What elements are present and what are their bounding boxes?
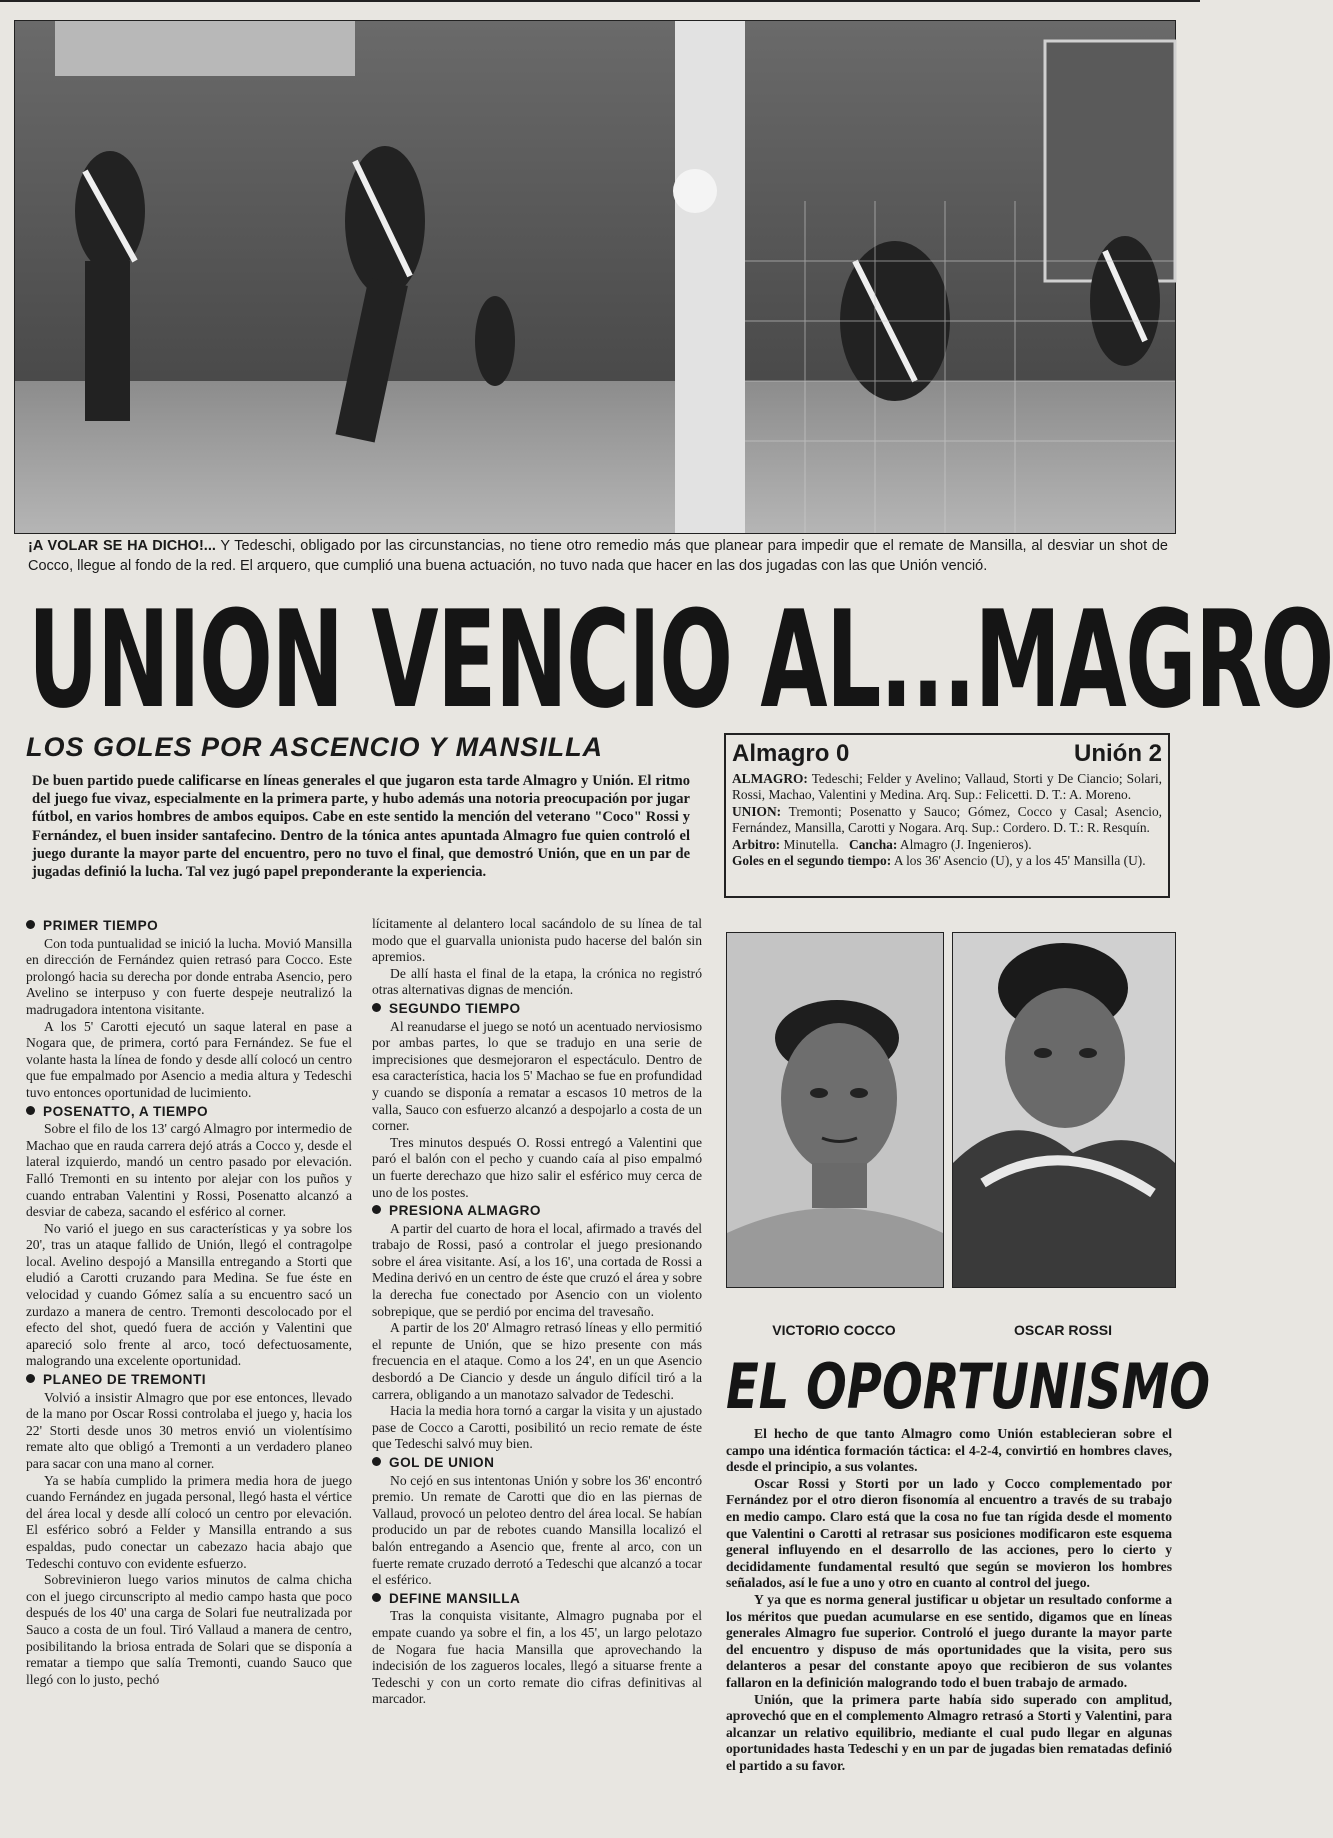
paragraph: Sobre el filo de los 13' cargó Almagro por intermedio de Machao que en rauda carrera dejó atrás a Cocco y, desde el lateral izquierdo, mandó un centro pasado por elevación. Falló Tremonti en su intento por alejar con los puños y cuando entraban Valentini y Rossi, Posenatto alcanzó a desviar de cabeza, sacando el esférico al corner.	[26, 1121, 352, 1220]
portrait-cocco-image	[727, 933, 943, 1287]
section-presiona-almagro: PRESIONA ALMAGRO	[372, 1203, 702, 1220]
section-gol-de-union: GOL DE UNION	[372, 1455, 702, 1472]
oportunismo-body	[726, 1426, 1172, 1774]
column-2	[372, 916, 702, 1708]
caption-lead: ¡A VOLAR SE HA DICHO!...	[28, 538, 216, 554]
oportunismo-title: EL OPORTUNISMO	[726, 1350, 1211, 1423]
paragraph: Unión, que la primera parte había sido superado con amplitud, aprovechó que en el complemento Almagro retrasó a Storti y Valentini, para alcanzar un relativo equilibrio, mediante el cual pudo llegar en algunas oportunidades hasta Tedeschi y en un par de jugadas bien rematadas definió el partido a su favor.	[726, 1691, 1172, 1773]
subheadline: LOS GOLES POR ASCENCIO Y MANSILLA	[26, 732, 604, 762]
paragraph: El hecho de que tanto Almagro como Unión establecieran sobre el campo una idéntica formación táctica: el 4-2-4, convirtió en hombres claves, desde el principio, a sus volantes.	[726, 1426, 1172, 1475]
team-union-score: Unión 2	[1074, 740, 1162, 767]
paragraph: De allí hasta el final de la etapa, la crónica no registró otras alternativas dignas de mención.	[372, 965, 702, 998]
photo-caption	[28, 536, 1168, 576]
paragraph: lícitamente al delantero local sacándolo de su línea de tal modo que el guarvalla unionista pudo hacerse del balón sin apremios.	[372, 916, 702, 965]
paragraph: Y ya que es norma general justificar u objetar un resultado conforme a los méritos que puedan acumularse en ese sentido, digamos que en líneas generales Almagro fue superior. Controló el juego durante la mayor parte del encuentro y dispuso de más oportunidades que la visita, pero sus delanteros a pesar del constante apoyo que recibieron de sus volantes fallaron en la definición malogrando todo el buen trabajo de armado.	[726, 1591, 1172, 1690]
section-primer-tiempo: PRIMER TIEMPO	[26, 918, 352, 935]
paragraph: A partir del cuarto de hora el local, afirmado a través del trabajo de Rossi, pasó a controlar el juego presionando sobre el área visitante. Así, a los 16', una cortada de Rossi a Medina derivó en un centro de éste que cruzó el área y sobre la derecha fue conectado por Asencio con un violento sobrepique, que se perdió por encima del travesaño.	[372, 1220, 702, 1319]
paragraph: A partir de los 20' Almagro retrasó líneas y ello permitió el repunte de Unión, que se hizo presente con más frecuencia en el ataque. Como a los 24', en un que Asencio desbordó a De Ciancio y desde un ángulo difícil tiró a la carrera, obligando a un manotazo salvador de Tedeschi.	[372, 1320, 702, 1402]
team-almagro-score: Almagro 0	[732, 740, 850, 767]
union-lineup: UNION: Tremonti; Posenatto y Sauco; Gómez, Cocco y Casal; Asencio, Fernández, Mansilla, Carotti y Nogara. Arq. Sup.: Cordero. D. T.: R. Resquín.	[732, 803, 1162, 836]
portrait-rossi-image	[953, 933, 1175, 1287]
column-1	[26, 916, 352, 1688]
paragraph: Sobrevinieron luego varios minutos de calma chicha con el juego circunscripto al medio campo hasta que poco después de los 40' una carga de Solari fue neutralizada por Sauco a costa de un foul. Tiró Vallaud a manera de centro, posibilitando la briosa entrada de Solari que se disponía a rematar a tiempo que salía Tremonti, cuando Sauco que llegó con lo justo, pechó	[26, 1572, 352, 1687]
intro-paragraph: De buen partido puede calificarse en líneas generales el que jugaron esta tarde Almagro y Unión. El ritmo del juego fue vivaz, especialmente en la primera parte, y hubo además una notoria preocupación por jugar fútbol, en varios hombres de ambos equipos. Cabe en este sentido la mención del veterano "Coco" Rossi y Fernández, el buen insider santafecino. Dentro de la tónica antes apuntada Almagro fue quien controló el juego durante la mayor parte del encuentro, pero no tuvo el final, que demostró Unión, que en un par de jugadas definió la lucha. Tal vez jugó papel preponderante la experiencia.	[32, 773, 690, 881]
paragraph: Tres minutos después O. Rossi entregó a Valentini que paró el balón con el pecho y cuando caía al piso empalmó un fuerte derechazo que hizo salir el esférico muy cerca de uno de los postes.	[372, 1134, 702, 1200]
section-posenatto: POSENATTO, A TIEMPO	[26, 1104, 352, 1121]
score-box	[724, 733, 1170, 898]
section-define-mansilla: DEFINE MANSILLA	[372, 1591, 702, 1608]
paragraph: No cejó en sus intentonas Unión y sobre los 36' encontró premio. Un remate de Carotti que dio en las piernas de Vallaud, provocó un peloteo dentro del área local. Se habían producido un par de rebotes cuando Mansilla localizó el balón entregando a Asencio que, frente al arco, con un fuerte remate cruzado derrotó a Tedeschi que alcanzó a tocar el esférico.	[372, 1472, 702, 1588]
match-photo	[14, 20, 1176, 534]
match-photo-image	[15, 21, 1175, 533]
paragraph: Oscar Rossi y Storti por un lado y Cocco complementado por Fernández por el otro dieron fisonomía al encuentro a través de su trabajo en medio campo. Claro está que la cosa no fue tan rígida desde el momento que Valentini o Carotti al retrasar sus posiciones modificaron este esquema general influyendo en el desarrollo de las acciones, pero lo cierto y decididamente fundamental resultó que según se movieron los hombres señalados, así le fue a uno y otro en cuanto al control del juego.	[726, 1475, 1172, 1591]
paragraph: Al reanudarse el juego se notó un acentuado nerviosismo por ambas partes, lo que se tradujo en una serie de imprecisiones que desmejoraron el espectáculo. Dentro de esa característica, hacia los 5' Machao se fue en profundidad y cuando se disponía a rematar a escasos 10 metros de la valla, Sauco con esfuerzo alcanzó a despojarlo a costa de un corner.	[372, 1018, 702, 1134]
score-line	[732, 739, 1162, 769]
section-segundo-tiempo: SEGUNDO TIEMPO	[372, 1001, 702, 1018]
portrait-rossi	[952, 932, 1176, 1288]
goals-line: Goles en el segundo tiempo: A los 36' Asencio (U), y a los 45' Mansilla (U).	[732, 853, 1146, 869]
paragraph: Hacia la media hora tornó a cargar la visita y un ajustado pase de Cocco a Carotti, posibilitó un recio remate de éste que Tedeschi salvó muy bien.	[372, 1403, 702, 1452]
caption-oscar-rossi: OSCAR ROSSI	[1013, 1322, 1112, 1338]
portrait-cocco	[726, 932, 944, 1288]
paragraph: Volvió a insistir Almagro que por ese entonces, llevado de la mano por Oscar Rossi controlaba el juego y, hacia los 22' Storti desde unos 30 metros envió un violentísimo remate alto que obligó a Tremonti a un verdadero planeo para sacar con una mano al corner.	[26, 1389, 352, 1471]
caption-victorio-cocco: VICTORIO COCCO	[772, 1322, 896, 1338]
section-planeo: PLANEO DE TREMONTI	[26, 1372, 352, 1389]
paragraph: Ya se había cumplido la primera media hora de juego cuando Fernández en jugada personal, llegó hasta el vértice del área local y desde allí colocó un centro por elevación. El esférico sobró a Felder y Mansilla entrando a sus espaldas, pudo conectar un cabezazo hacia abajo que Tedeschi contuvo con evidente esfuerzo.	[26, 1472, 352, 1571]
paragraph: Tras la conquista visitante, Almagro pugnaba por el empate cuando ya sobre el fin, a los 45', un largo pelotazo de Nogara fue hacia Mansilla que aprovechando la indecisión de los zagueros locales, llegó a situarse frente a Tedeschi y con un corto remate dio cifras definitivas al marcador.	[372, 1608, 702, 1707]
caption-text: Y Tedeschi, obligado por las circunstancias, no tiene otro remedio más que planear para impedir que el remate de Mansilla, al desviar un shot de Cocco, llegue al fondo de la red. El arquero, que cumplió una buena actuación, no tuvo nada que hacer en las dos jugadas con las que Unión venció.	[28, 538, 1168, 574]
referee-line: Arbitro: Minutella. Cancha: Almagro (J. Ingenieros).	[732, 836, 1032, 852]
top-rule	[0, 0, 1200, 2]
paragraph: No varió el juego en sus características y ya sobre los 20', tras un ataque fallido de Unión, llegó el contragolpe local. Avelino despojó a Mansilla entregando a Storti que eludió a Carotti cruzando para Medina. Se fue éste en velocidad y cuando Gómez salía a su encuentro sacó un zurdazo a manera de centro. Tremonti descolocado por el efecto del shot, quedó fuera de acción y Valentini que apareció solo frente al arco, tocó defectuosamente, malogrando una excelente oportunidad.	[26, 1220, 352, 1369]
paragraph: Con toda puntualidad se inició la lucha. Movió Mansilla en dirección de Fernández quien retrasó para Cocco. Este prolongó hacia su derecha por donde entraba Asencio, pero Avelino se interpuso y con fuerte despeje neutralizó la madrugadora intentona visitante.	[26, 935, 352, 1017]
headline: UNION VENCIO AL...MAGRO	[28, 582, 1333, 738]
almagro-lineup: ALMAGRO: Tedeschi; Felder y Avelino; Vallaud, Storti y De Ciancio; Solari, Rossi, Machao, Valentini y Medina. Arq. Sup.: Felicetti. D. T.: A. Moreno.	[732, 771, 1163, 803]
paragraph: A los 5' Carotti ejecutó un saque lateral en pase a Nogara que, de primera, cortó para Fernández. Se fue el volante hasta la línea de fondo y desde allí colocó un centro que fue empalmado por Asencio a media altura y Tedeschi tuvo entonces oportunidad de lucimiento.	[26, 1018, 352, 1100]
